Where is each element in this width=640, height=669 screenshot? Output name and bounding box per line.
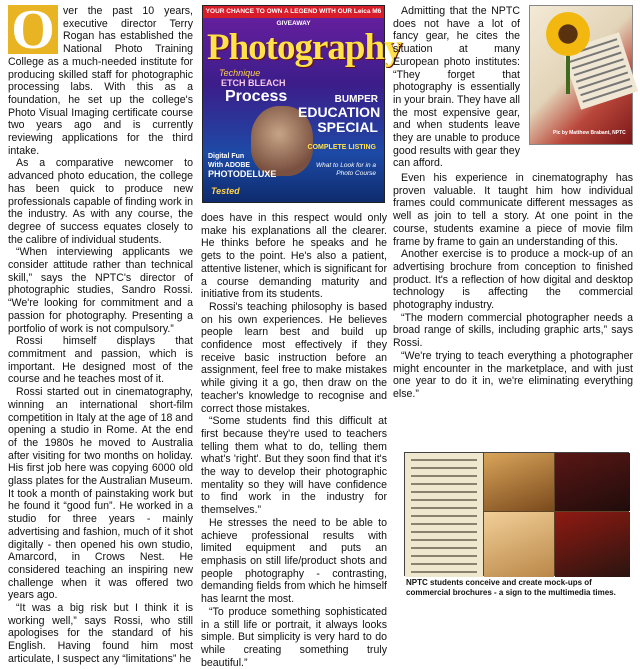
brochure-page-text	[405, 453, 483, 577]
paragraph: Rossi himself displays that commitment and passion, which is important. He designed most of the course and he teaches most of it.	[8, 335, 193, 386]
cover-bumper-headline: BUMPER EDUCATION SPECIAL	[298, 94, 381, 135]
paragraph: “It was a big risk but I think it is working well,” says Rossi, who still apologises for the standard of his English. Having found him most articulate, I suspect any “limitations” he	[8, 602, 193, 665]
paragraph: Admitting that the NPTC does not have a lot of fancy gear, he cites the situation at many European photo institutes: “They forget that photography is essentially in your brain. They have all the most expensive gear, and when students leave they are unable to produce good results with gear they can afford.	[393, 5, 521, 170]
paragraph: “We're trying to teach everything a photographer might encounter in the marketplace, and with just one year to do it in, we're eliminating everything else.”	[393, 349, 633, 400]
brochure-photo	[555, 453, 630, 511]
drop-cap: O	[8, 5, 58, 54]
magazine-cover-image	[202, 5, 402, 203]
brochure-photo	[555, 512, 630, 577]
cover-listing-sub: What to Look for in a Photo Course	[316, 162, 376, 177]
cover-tested: Tested	[211, 186, 240, 196]
collage-caption: NPTC students conceive and create mock-ups of commercial brochures - a sign to the multimedia times.	[406, 578, 616, 597]
cover-masthead: Photography	[207, 27, 402, 68]
paragraph: Rossi started out in cinematography, winning an international short-film competition in Italy at the age of 18 and opening a studio in Rome. At the end of the 1980s he moved to Australia after visiting for two months on holiday. His first job here was copying 6000 old glass plates for the Australian Museum. It took a month of painstaking work but he found it “good fun”. He worked in a studio for three years - mainly advertising and fashion, much of it shot digitally - then opened his own studio, Amarcord, in Crows Nest. He considered teaching an inspiring new challenge when it was offered two years ago.	[8, 386, 193, 602]
brochure-photo	[484, 453, 554, 511]
article-column-2	[201, 212, 387, 669]
paragraph: Rossi's teaching philosophy is based on his own experiences. He believes people learn best and build up confidence most effectively if they receive basic instruction before an assignment, feel free to make mistakes while giving it a go, then draw on the teacher's knowledge to recognise and correct those mistakes.	[201, 300, 387, 415]
paragraph: does have in this respect would only make his explanations all the clearer. He thinks before he speaks and he gets to the point. He's also a patient, attentive listener, which is significant for a course demanding maturity and initiative from its students.	[201, 212, 387, 301]
cover-listing: COMPLETE LISTING	[307, 144, 376, 151]
paragraph: Another exercise is to produce a mock-up of an advertising brochure from conception to finished product. It's a reflection of how digital and desktop technology is affecting the commercial photography industry.	[393, 248, 633, 312]
flower-stem	[566, 54, 570, 94]
brochure-photo	[484, 512, 554, 577]
article-column-3-top	[393, 5, 520, 170]
sunflower-icon	[546, 12, 590, 56]
cover-technique: Technique	[219, 68, 261, 78]
cover-etch-bleach: ETCH BLEACH	[221, 78, 286, 88]
paragraph: “The modern commercial photographer needs a broad range of skills, including graphic arts,” says Rossi.	[393, 311, 633, 350]
paragraph: “When interviewing applicants we consider attitude rather than technical skill,” says the NPTC's director of photographic studies, Sandro Rossi. “We're looking for commitment and a passion for photography. Presenting a portfolio of work is not compulsory.”	[8, 246, 193, 335]
paragraph: ver the past 10 years, executive director Terry Rogan has established the National Photo Training College as a much-needed institute for producing skilled staff for photographic processing labs. With this as a foundation, he set up the college's Photo Visual Imaging certificate course two years ago and is currently reviewing applications for the third intake.	[8, 5, 193, 157]
photo-credit: Pic by Matthew Brabant, NPTC	[553, 130, 626, 136]
paragraph: “Some students find this difficult at first because they're used to teachers telling them what to do, telling them what's 'right'. But they soon find that it's the way to develop their photographic mentality so they will have confidence to find work in the industry for themselves.”	[201, 415, 387, 517]
cover-digital-fun: Digital Fun With ADOBE PHOTODELUXE	[208, 153, 277, 179]
cover-top-banner: YOUR CHANCE TO OWN A LEGEND WITH OUR Leica M6 GIVEAWAY	[203, 6, 384, 18]
article-column-3-bottom	[393, 172, 633, 401]
paragraph: Even his experience in cinematography has proven valuable. It taught him how individual frames could communicate different messages as well as join to tell a story. At one point in the course, students examine a piece of movie film frame by frame to gain an understanding of this.	[393, 172, 633, 248]
article-column-1	[8, 0, 193, 666]
paragraph: As a comparative newcomer to advanced photo education, the college has been quick to produce new professionals capable of finding work in the industry. As with any course, the degree of success equates closely to the calibre of individual students.	[8, 157, 193, 246]
brochure-collage-image	[404, 452, 629, 576]
cover-process: Process	[225, 88, 288, 105]
sunflower-photo	[529, 5, 633, 145]
paragraph: He stresses the need to be able to achieve professional results with limited equipment and puts an emphasis on still life/product shots and people photography - contrasting, demanding fields from which he himself has learnt the most.	[201, 516, 387, 606]
paragraph: “To produce something sophisticated in a still life or portrait, it always looks simple. But simplicity is very hard to do while creating something truly beautiful.”	[201, 605, 387, 669]
